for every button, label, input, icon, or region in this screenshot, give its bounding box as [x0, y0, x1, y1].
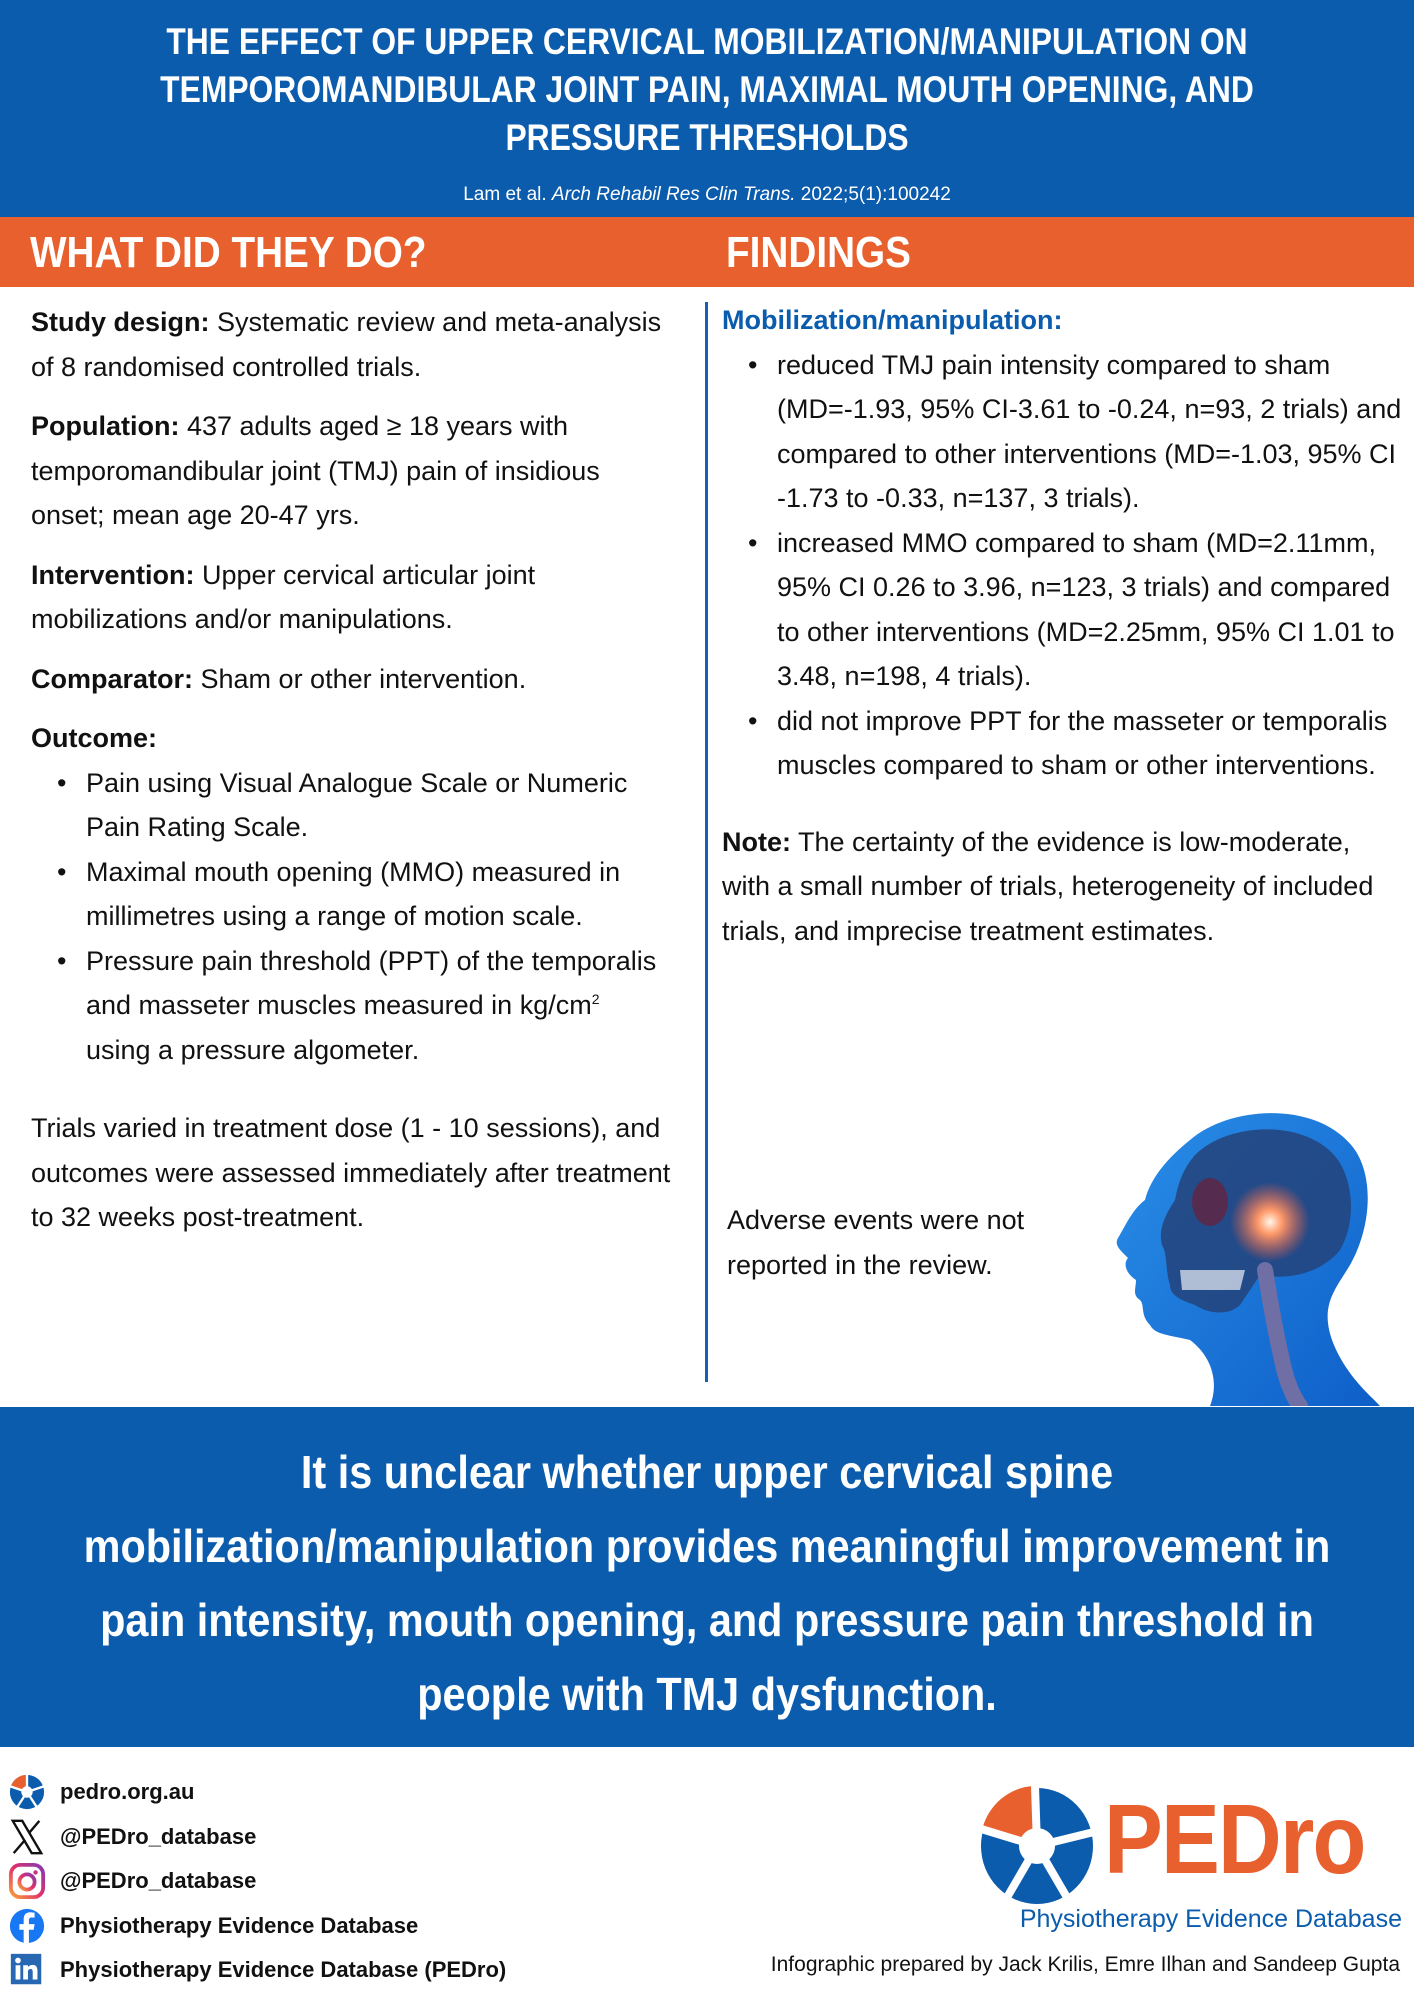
- findings-list: [722, 343, 1402, 788]
- population: Population: 437 adults aged ≥ 18 years with temporomandibular joint (TMJ) pain of insidious onset; mean age 20-47 yrs.: [31, 411, 600, 530]
- citation: [0, 183, 1414, 207]
- outcome-item: • Pain using Visual Analogue Scale or Numeric Pain Rating Scale.: [31, 761, 671, 850]
- finding-item: • reduced TMJ pain intensity compared to sham (MD=-1.93, 95% CI-3.61 to -0.24, n=93, 2 trials) and compared to other interventions (MD=-1.03, 95% CI -1.73 to -0.33, n=137, 3 trials).: [722, 343, 1402, 521]
- instagram-icon: [8, 1862, 46, 1900]
- methods-column: [31, 300, 671, 1255]
- citation-journal: Arch Rehabil Res Clin Trans.: [551, 184, 796, 205]
- findings-column: [722, 298, 1402, 1280]
- social-label: @PEDro_database: [60, 1823, 257, 1849]
- skull-head-illustration: [1070, 1100, 1414, 1406]
- social-label: Physiotherapy Evidence Database (PEDro): [60, 1957, 507, 1983]
- finding-item: • did not improve PPT for the masseter or temporalis muscles compared to sham or other interventions.: [722, 699, 1402, 788]
- conclusion-banner: [0, 1407, 1414, 1747]
- column-divider: [705, 302, 708, 1382]
- social-link-x[interactable]: [8, 1815, 608, 1860]
- page-title: THE EFFECT OF UPPER CERVICAL MOBILIZATION/MANIPULATION ON TEMPOROMANDIBULAR JOINT PAIN, MAXIMAL MOUTH OPENING, AND PRESSURE THRESHOLDS: [160, 21, 1254, 158]
- outcome-list: [31, 761, 671, 1073]
- heading-findings: FINDINGS: [726, 228, 912, 277]
- social-link-instagram[interactable]: [8, 1859, 608, 1904]
- section-heading-band: [0, 217, 1414, 287]
- evidence-note: Note: The certainty of the evidence is low-moderate, with a small number of trials, heterogeneity of included trials, and imprecise treatment estimates.: [722, 826, 1374, 946]
- outcome-item: • Maximal mouth opening (MMO) measured in millimetres using a range of motion scale.: [31, 850, 671, 939]
- social-link-facebook[interactable]: [8, 1904, 608, 1949]
- findings-subheading: Mobilization/manipulation:: [722, 305, 1063, 335]
- conclusion-text: It is unclear whether upper cervical spine mobilization/manipulation provides meaningful improvement in pain intensity, mouth opening, and pressure pain threshold in people with TMJ dysfunction.: [83, 1446, 1331, 1720]
- adverse-events: Adverse events were not reported in the review.: [727, 1205, 1025, 1280]
- citation-reference: 2022;5(1):100242: [795, 184, 951, 205]
- social-links: [8, 1770, 608, 1993]
- outcome-item: • Pressure pain threshold (PPT) of the temporalis and masseter muscles measured in $kg/cm^2$ using a pressure algometer.: [31, 939, 671, 1073]
- linkedin-icon: [8, 1951, 46, 1989]
- pedro-logo: [972, 1778, 1402, 1938]
- social-link-linkedin[interactable]: [8, 1948, 608, 1993]
- skull-icon: [1070, 1100, 1414, 1406]
- pedro-logo-icon: [972, 1786, 1102, 1906]
- study-design: Study design: Systematic review and meta-analysis of 8 randomised controlled trials.: [31, 307, 662, 382]
- credits: Infographic prepared by Jack Krilis, Emre Ilhan and Sandeep Gupta: [770, 1953, 1400, 1976]
- pedro-icon: [8, 1773, 46, 1811]
- finding-item: • increased MMO compared to sham (MD=2.11mm, 95% CI 0.26 to 3.96, n=123, 3 trials) and compared to other interventions (MD=2.25mm, 95% CI 1.01 to 3.48, n=198, 4 trials).: [722, 521, 1402, 699]
- citation-authors: Lam et al.: [463, 184, 552, 205]
- comparator: Comparator: Sham or other intervention.: [31, 663, 527, 694]
- social-label: Physiotherapy Evidence Database: [60, 1912, 419, 1938]
- intervention: Intervention: Upper cervical articular joint mobilizations and/or manipulations.: [31, 559, 536, 634]
- facebook-icon: [8, 1907, 46, 1945]
- title-banner: [0, 0, 1414, 217]
- outcome-label: Outcome:: [31, 723, 158, 753]
- pedro-tagline: Physiotherapy Evidence Database: [1019, 1905, 1402, 1933]
- heading-what-did-they-do: WHAT DID THEY DO?: [30, 228, 427, 277]
- pedro-wordmark: PEDro: [1104, 1784, 1365, 1894]
- social-label: pedro.org.au: [60, 1779, 195, 1805]
- trials-note: Trials varied in treatment dose (1 - 10 sessions), and outcomes were assessed immediately after treatment to 32 weeks post-treatment.: [31, 1113, 671, 1232]
- x-twitter-icon: [8, 1818, 46, 1856]
- social-link-website[interactable]: [8, 1770, 608, 1815]
- social-label: @PEDro_database: [60, 1868, 257, 1894]
- outcome: [31, 716, 671, 1072]
